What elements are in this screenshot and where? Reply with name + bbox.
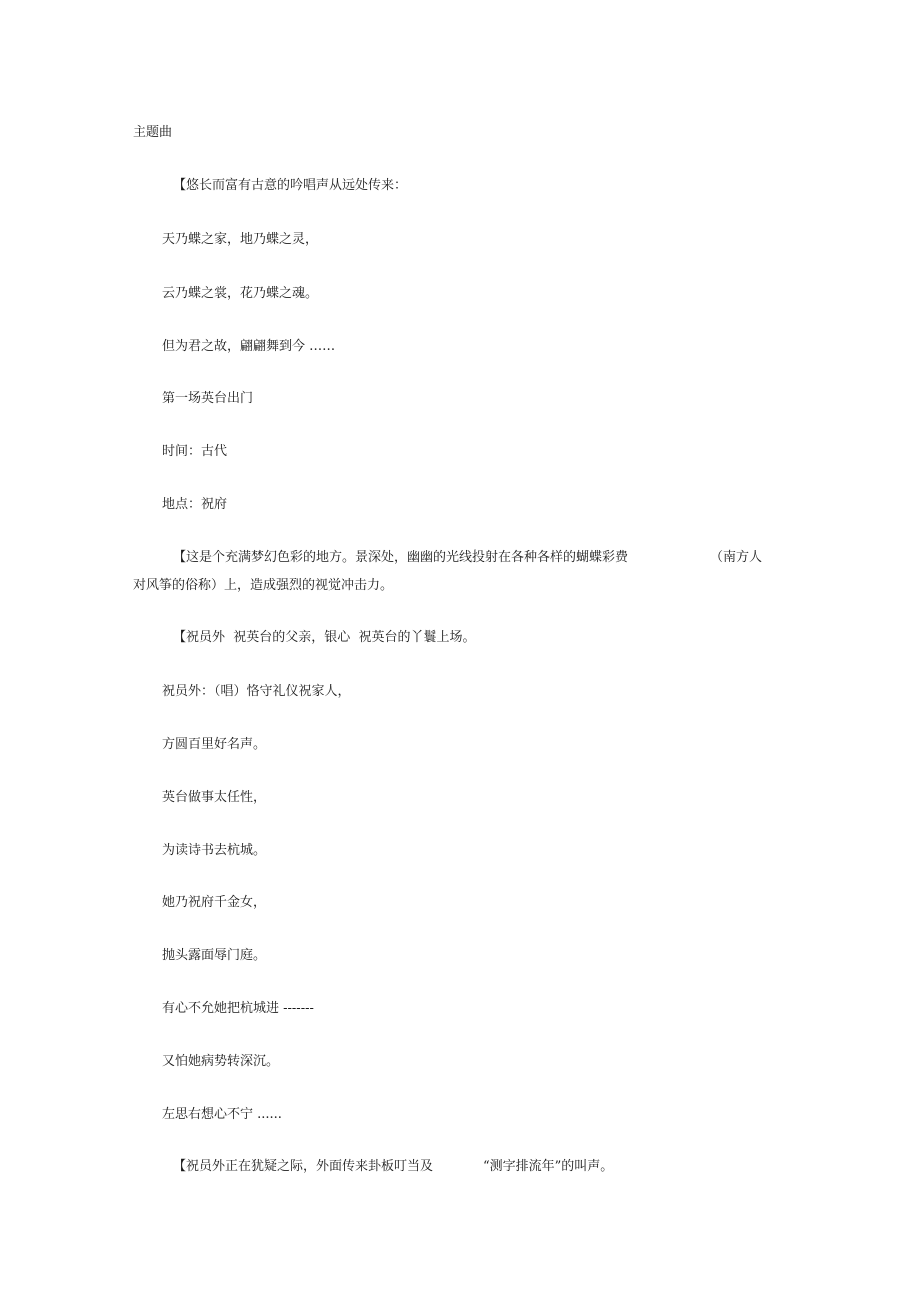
closing-direction-part2: “测字排流年”的叫声。: [483, 1159, 614, 1174]
scene-time: 时间：古代: [162, 444, 228, 459]
song-line: 左思右想心不宁 ......: [162, 1107, 282, 1122]
song-line: 她乃祝府千金女，: [162, 895, 267, 910]
song-line: 为读诗书去杭城。: [162, 843, 267, 858]
song-line: 抛头露面辱门庭。: [162, 948, 267, 963]
verse-line: 但为君之故，翩翩舞到今 ……: [162, 339, 336, 354]
song-line: 祝员外：（唱）恪守礼仪祝家人，: [162, 684, 351, 699]
song-line: 有心不允她把杭城进 -------: [162, 1001, 314, 1016]
scene-description-part1: 【这是个充满梦幻色彩的地方。景深处，幽幽的光线投射在各种各样的蝴蝶彩费: [173, 550, 629, 565]
closing-direction-part1: 【祝员外正在犹疑之际，外面传来卦板叮当及: [173, 1159, 434, 1174]
verse-line: 云乃蝶之裳，花乃蝶之魂。: [162, 286, 319, 301]
scene-description-part2: （南方人对风筝的俗称）上，造成强烈的视觉冲击力。: [133, 550, 763, 593]
song-line: 方圆百里好名声。: [162, 737, 267, 752]
scene-location: 地点：祝府: [162, 497, 228, 512]
closing-direction: [173, 1159, 613, 1175]
song-line: 又怕她病势转深沉。: [162, 1054, 280, 1069]
section-title: 主题曲: [133, 125, 173, 140]
stage-direction: 【悠长而富有古意的吟唱声从远处传来：: [173, 178, 408, 193]
scene-description: [133, 544, 773, 600]
entrance-direction: 【祝员外 祝英台的父亲，银心 祝英台的丫鬟上场。: [173, 630, 476, 645]
verse-line: 天乃蝶之家，地乃蝶之灵，: [162, 232, 319, 247]
scene-heading: 第一场英台出门: [162, 391, 254, 406]
song-line: 英台做事太任性，: [162, 790, 267, 805]
